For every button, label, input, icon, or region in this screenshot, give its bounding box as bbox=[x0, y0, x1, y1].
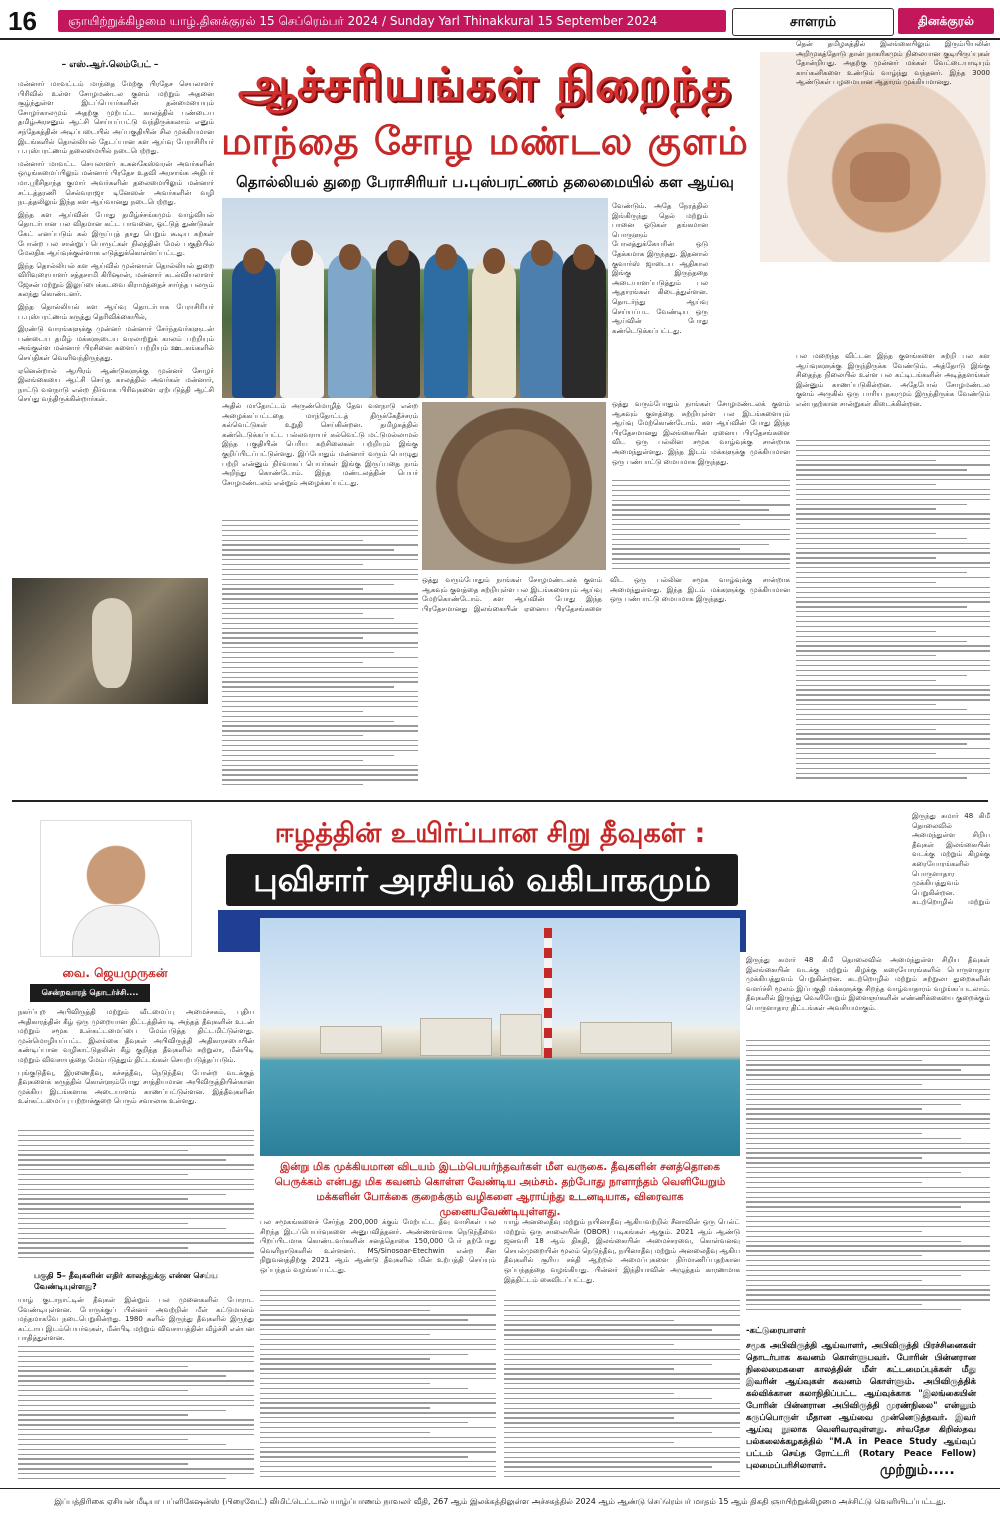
article1-paragraph: இரண்டு வாரங்களுக்கு முன்னர் மன்னார் சேர்ந்தவர்களுடன் பண்டைய தமிழ் மக்களுடைய வரலாற்றுக் காலம் பற்றியும் அங்குள்ள மன்னார் பிரசினை களைப் பற்றியும் ஊடகங்களில் செய்திகள் வெளிவந்திருந்தது. bbox=[18, 325, 214, 363]
dateline: ஞாயிற்றுக்கிழமை யாழ்.தினக்குரல் 15 செப்ரெம்பர் 2024 / Sunday Yarl Thinakkural 15 September 2024 bbox=[58, 10, 726, 32]
page-number: 16 bbox=[8, 6, 37, 36]
article-divider bbox=[12, 800, 988, 802]
article2-paragraph: பல சமூகங்களைச் சேர்ந்த 200,000 க்கும் மேற்பட்ட தீவு வாசிகள் பல சிறந்த இடப்பெயர்வுகளை அனுபவித்தனர். அண்ணளவாக நெடுந்தீவை பிறப்பிடமாக கொண்டவர்களின் சனத்தொகை 150,000 பேர் தற்போது வெளிநாடுகளில் உள்ளனர். MS/Sinosoar-Etechwin என்ற சீன நிறுவனத்திற்கு 2021 ஆம் ஆண்டு தீவுகளில் மின் உற்பத்தி செய்யும் ஒப்பந்தம் வழங்கப்பட்டது. bbox=[260, 1218, 496, 1274]
article2-paragraph: புங்குடுதீவு, இரணைதீவு, கச்சத்தீவு, நெடுந்தீவு போன்ற வடக்குத் தீவுகளைக் கருத்தில் கொள்ளும்போது சாத்தியமான அபிவிருத்தியின்கான முக்கிய இடங்களாக அடையாளம் காணப்பட்டுள்ளன. இத்தீவுகளின் உள்கட்டமைப்பு பற்றாக்குறை பெரும் சவாலாக உள்ளது. bbox=[18, 1068, 254, 1106]
article1-paragraph: வேண்டும். அதே நேரத்தில் இங்கிருந்து தெல் மற்றும் பானை ஓடுகள் தங்கமான பொருளும் போலத்துக்கேயரின் ஒடு தேக்கமாக இருந்தது. இதனால் குவார்ஸ் ஜாடைய ஆதிகால இங்கு இருந்ததை அடையாளப்படுத்தும் பல ஆதாரங்கள் கிடைத்துள்ளன. தொடர்ந்து ஆய்வு செய்யப்பட வேண்டிய ஒரு ஆய்வின் போது கண்டெடுக்கப்பட்டது. bbox=[612, 202, 708, 335]
article1-column4-top bbox=[796, 40, 990, 340]
article2-author: வை. ஜெயமுருகன் bbox=[62, 966, 168, 980]
article1-column2-filler bbox=[222, 520, 418, 794]
article2-column2-filler bbox=[260, 1290, 496, 1482]
article2-column3-filler bbox=[504, 1300, 740, 1482]
article1-paragraph: தென் தமிழகத்தில் இலங்கையிலும் இரும்பியலின் அறிமுகத்தோடு தான் நாகரிகமும் நிலையான குடியிருப்புகள் தோன்றியது. அதற்கு முன்னர் மக்கள் வேட்டையாடியும் காய்கனிகளை உண்டும் வாழ்ந்து வந்தனர். இந்த 3000 ஆண்டுகள் பழமையான ஆதாரம் முக்கியமானது. bbox=[796, 40, 990, 87]
article2-paragraph: யாழ் குடாநாட்டின் தீவுகள் இன்றும் பல முனைகளில் போராட வேண்டியுள்ளன. போருக்குப் பின்னர் அவற்றின் மீள் கட்டுமானம் மந்தமாகவே நடைபெறுகின்றது. 1980 களில் இருந்து தீவுகளில் இருந்து கட்டாய இடம்பெயர்வுகள், மீன்பிடி மற்றும் விவசாயத்தின் வீழ்ச்சி என்பன பாதித்துள்ளன. bbox=[18, 1296, 254, 1343]
article2-paragraph: நகர்ப்புற அபிவிருத்தி மற்றும் வீடமைப்பு அமைச்சகம், புதிய அதிகாரத்தின் கீழ் ஒரு முறையான திட்டத்தின்படி அந்தத் தீவுகளின் உடன் மற்றும் சமூக உள்கட்டமைப்பை மேம்படுத்த திட்டமிட்டுள்ளது. முன்மொழியப்பட்ட இலங்கை தீவுகள் அபிவிருத்தி அதிகாரசபையின் கண்டிப்பான வழிகாட்டுதலின் கீழ் குறித்த தீவுகளில் சுற்றுலா, மீன்பிடி மற்றும் விவசாயத்தை மேம்படுத்தும் திட்டங்கள் செயற்படுத்தப்படும். bbox=[18, 1008, 254, 1064]
article1-column3-lower bbox=[422, 576, 790, 794]
article1-subheadline: தொல்லியல் துறை பேராசிரியர் ப.புஸ்பரட்ணம் தலைமையில் கள ஆய்வு bbox=[236, 173, 734, 191]
article1-paragraph: அதில் மாதோட்டம் அருண்மொழித் தேவ வளநாடு என்ற அழைக்கப்பட்டதை மாந்தோட்டத் திருக்கேதீச்சரம் கல்வெட்டுகள் உறுதி செய்கின்றன. தமிழகத்தில் கண்டெடுக்கப்பட்ட பல்லவராயர் கல்வெட்டு மட்டுமல்லாமல் இந்த பகுதியின் பெரிய கற்சிலைகள் பற்றியும் இங்கு குறிப்பிடப்பட்டுள்ளது. இப்போதும் மன்னார் வரும் பொழுது பற்றி என்னும் நிர்வாகப் பெயர்கள் இங்கு இருப்பதை நாம் அறிந்து கொண்டோம். இந்த மண்டலத்தின் பெயர் சோழமண்டலம் என்றும் அழைக்கப்பட்டது. bbox=[222, 402, 418, 487]
article2-headline-line2: புவிசார் அரசியல் வகிபாகமும் bbox=[253, 860, 711, 899]
article1-paragraph: பல மறைந்த விட்டன இந்த குளங்களை சுற்றி பல கள ஆய்வுகளுக்கு இருந்திருக்க வேண்டும். அத்தோடு இங்கு சிதைந்த நிலையில் உள்ள பல கட்டிடங்களின் அடித்தளங்கள் இன்னும் காணப்படுகின்றன. அதேபோல் சோழமண்டல குளம் அருகில் ஒரு பாரிய நகரமும் இருந்திருக்க வேண்டும் என்பதற்கான சான்றுகள் கிடைக்கின்றன. bbox=[796, 352, 990, 408]
article2-column1-filler bbox=[18, 1130, 254, 1264]
continued-label: சென்றவாரத் தொடர்ச்சி.... bbox=[30, 984, 150, 1002]
article2-paragraph: இருந்து சுமார் 48 கிமீ தொலைவில் அமைந்துள்ள சிறிய தீவுகள் இலங்கையின் வடக்கு மற்றும் கிழக்கு கரையோரங்களில் பொருளாதார முக்கியத்துவம் பெறுகின்றன. கடற்றொழில் மற்றும் சுற்றுலா துறைகளின் வளர்ச்சி மூலம் இப்பகுதி மக்களுக்கு சிறந்த வாழ்வாதாரம் வழங்கப்படலாம். தீவுகளில் இருந்து வெளியேறும் இளைஞர்களின் எண்ணிக்கையை குறைக்கும் பொருளாதார திட்டங்கள் அவசியமாகும். bbox=[746, 956, 990, 1012]
article1-paragraph: இந்த கள ஆய்வின் போது தமிழ்ச்சங்கமும் வாழ்வியல் தொடர்பான பல விதமான கட்ட பாவனை, ஓட்டுத் துண்டுகள் கேட் எனப்படும் கல் இருப்புத் தாது பெறும் கூடிய கற்கள் போன்ற பல சான்றுப் பொருட்கள் நிலத்தின் மேல் பகுதியில் மேலதிக ஆய்வுக்குள்ளாக எடுத்துக்கொள்ளப்பட்டது. bbox=[18, 210, 214, 258]
article1-headline-line1: ஆச்சரியங்கள் நிறைந்த bbox=[237, 57, 733, 111]
page-header bbox=[0, 0, 1000, 40]
author-note: சமூக அபிவிருத்தி ஆய்வாளர், அபிவிருத்தி பிரச்சினைகள் தொடர்பாக கவனம் கொள்ளுபவர். போரின் பின்னரான நிலைமைகளை காலத்தின் மீள் கட்டமைப்புக்கள் மீது இவரின் ஆய்வுகள் கவனம் கொள்ளும். அபிவிருத்திக் கல்விக்கான கலாநிதிப்பட்ட ஆய்வுக்காக "இலங்கையின் போரின் பின்னரான அபிவிருத்தி முரண்நிலை" என்னும் கருப்பொருள் மீதான ஆய்வை முன்னெடுத்தவர். இவர் ஆய்வு நூலாக வெளிவரவுள்ளது. சர்வதேச கிறிஸ்தவ பல்கலைக்கழகத்தில் "M.A in Peace Study ஆய்வுப் பட்டம் செய்த ரோட்டரி (Rotary Peace Fellow) புலமைப்பரிசிலாளர். bbox=[746, 1341, 976, 1471]
article2-column4-top bbox=[912, 812, 990, 908]
article1-column3-filler bbox=[612, 480, 790, 572]
telecom-tower bbox=[544, 928, 552, 1058]
article2-paragraph: யாழ் அனலைதீவு மற்றும் நயினாதீவு ஆகியவற்றில் சீனாவின் ஒரு பெல்ட் மற்றும் ஒரு சாலையின் (OBOR) படிகங்கள் ஆகும். 2021 ஆம் ஆண்டு ஜனவரி 18 ஆம் திகதி, இலங்கையின் அமைச்சரவை, கொள்வனவு செயல்முறையின் மூலம் நெடுந்தீவு, நயினாதீவு மற்றும் அனலைதீவு ஆகிய தீவுகளில் சூரிய சக்தி ஆற்றல் அமைப்புகளை நிர்மாணிப்பதற்கான ஒப்பந்தத்தை வழங்கியது. பின்னர் இந்தியாவின் அழுத்தம் காரணமாக இத்திட்டம் கைவிடப்பட்டது. bbox=[504, 1218, 740, 1284]
article2-column1-lower-filler bbox=[18, 1346, 254, 1482]
page-footer-imprint: இப்பத்திரிகை ஏசியன் மீடியா பப்ளிகேஷன்ஸ் (பிரைவேட்) லிமிட்டெட்டால் யாழ்ப்பாணம் நாவலர் வீதி, 267 ஆம் இலக்கத்திலுள்ள அச்சகத்தில் 2024 ஆம் ஆண்டு செப்ரெம்பர் மாதம் 15 ஆம் திகதி ஞாயிற்றுக்கிழமை அச்சிட்டு வெளியிடப்பட்டது. bbox=[0, 1488, 1000, 1517]
article1-paragraph: ஏனென்றால் ஆயிரம் ஆண்டுகளுக்கு முன்னர் சோழர் இலங்கையை ஆட்சி செய்த காலத்தில் அவர்கள் மன்னார், நாட்டு வளநாடு என்ற நிர்வாக பிரிவுகளை ஏற்படுத்தி ஆட்சி செய்து வந்திருக்கின்றார்கள். bbox=[18, 366, 214, 404]
article1-paragraph: இந்த தொல்லியல் கள ஆய்வு தொடர்பாக பேராசிரியர் ப.புஸ்பரட்ணம் கருத்து தெரிவிக்கையில், bbox=[18, 303, 214, 321]
article1-lead: மன்னார் மாவட்டம் மாந்தை மேற்கு பிரதேச செயலாளர் பிரிவில் உள்ள சோழமண்டல குளம் மற்றும் அதனை சூழ்ந்துள்ள இடப்பெயர்களின் தன்மையையும் சோழர்காலமும் அதற்கு முற்பட்ட காலத்தில் பண்டைய தமிழ்அரசனும் ஆட்சி செய்யப்பட்டு வந்திருக்கலாம் எனும் சந்தேகத்தின் அடிப்படையில் அப்பகுதியின் சில முக்கியமான இடங்களில் தொல்லியல் தேடப்பான கள ஆய்வு பேராசிரியர் ப.புஸ்பரட்ணம் தலைமையில் நடைபெற்றது. bbox=[18, 80, 214, 156]
island-harbor-photo bbox=[260, 918, 740, 1156]
article2-end-marker: முற்றும்..... bbox=[880, 1462, 955, 1478]
field-team-group-photo bbox=[222, 198, 608, 398]
article1-paragraph: மன்னார் மாவட்ட செயலாளர் க.கனகேஸ்வரன் அவர்களின் ஒழுங்கமைப்பிலும் மன்னார் பிரதேச உதவி அரசாங்க அதிபர் மா.ஸ்ரீசிதாந்த குமார் அவர்களின் தலைமையிலும் மன்னார் சட்டத்தரணி செல்வராஜா டினேஸன் அவர்களின் வழி நடத்தலிலும் இந்த கள ஆய்வானது நடைபெற்றது. bbox=[18, 159, 214, 207]
article2-section-heading: பகுதி 5– தீவுகளின் எதிர் காலத்துக்கு என்ன செய்ய வேண்டியுள்ளது? bbox=[34, 1271, 218, 1291]
harbor-photo-caption: இன்று மிக முக்கியமான விடயம் இடம்பெயர்ந்தவர்கள் மீள வருகை. தீவுகளின் சனத்தொகை பெருக்கம் என்பது மிக கவனம் கொள்ள வேண்டிய அம்சம். தற்போது நாளாந்தம் வெளியேறும் மக்களின் போக்கை குறைக்கும் வழிகளை ஆராய்ந்து உடனடியாக, விரைவாக முனையவேண்டியுள்ளது. bbox=[274, 1161, 726, 1218]
article2-headline-line1: ஈழத்தின் உயிர்ப்பான சிறு தீவுகள் : bbox=[274, 818, 706, 849]
author-note-label: -கட்டுரையாளர் bbox=[746, 1326, 806, 1336]
article1-paragraph: ஒத்து வரும்போதும் நாங்கள் சோழமண்டலக் குளம் ஆகவும் குளத்தை சுற்றியுள்ள பல இடங்களையும் ஆய்வு மேற்கொண்டோம். கள ஆய்வின் போது இந்த பிரதேசமானது இலங்கையின் ஏனைய பிரதேசங்களை விட ஒரு பல்லின சமூக வாழ்வுக்கு சான்றாக அமைந்துள்ளது. இந்த இடம் மக்களுக்கு முக்கியமான ஒரு பண்பாட்டு மையமாக இருந்தது. bbox=[612, 400, 790, 466]
article1-column3-top bbox=[612, 202, 708, 392]
article1-byline: – எஸ்.ஆர்.லெம்பேட் – bbox=[61, 60, 159, 70]
circular-stone-artifact-photo bbox=[422, 402, 606, 570]
article1-column4-filler bbox=[796, 440, 990, 794]
section-label: சாளரம் bbox=[732, 8, 894, 36]
article1-headline-line2: மாந்தை சோழ மண்டல குளம் bbox=[221, 119, 749, 163]
newspaper-logo: தினக்குரல் bbox=[898, 8, 994, 34]
article1-paragraph: இந்த தொல்லியல் கள ஆய்வில் முன்னாள் தொல்லியல் துறை விரிவுரையாளர் சத்தசாமி கிரிஷான், மன்னார் கடல்வியலாளர் ஜேசன் மற்றும் இலுப்பைக்கடவை கிராமத்தைச் சார்ந்த பலரும் கலந்து கொண்டனர். bbox=[18, 261, 214, 299]
article2-paragraph: இருந்து சுமார் 48 கிமீ தொலைவில் அமைந்துள்ள சிறிய தீவுகள் இலங்கையின் வடக்கு மற்றும் கிழக்கு கரையோரங்களில் பொருளாதார முக்கியத்துவம் பெறுகின்றன. கடற்றொழில் மற்றும் bbox=[912, 812, 990, 907]
rock-artifact-photo bbox=[12, 578, 208, 704]
article1-column1 bbox=[18, 80, 214, 574]
article1-paragraph: ஒத்து வரும்போதும் நாங்கள் சோழமண்டலக் குளம் ஆகவும் குளத்தை சுற்றியுள்ள பல இடங்களையும் ஆய்வு மேற்கொண்டோம். கள ஆய்வின் போது இந்த பிரதேசமானது இலங்கையின் ஏனைய பிரதேசங்களை விட ஒரு பல்லின சமூக வாழ்வுக்கு சான்றாக அமைந்துள்ளது. இந்த இடம் மக்களுக்கு முக்கியமான ஒரு பண்பாட்டு மையமாக இருந்தது. bbox=[422, 576, 790, 613]
article2-column4-filler bbox=[746, 1040, 990, 1320]
